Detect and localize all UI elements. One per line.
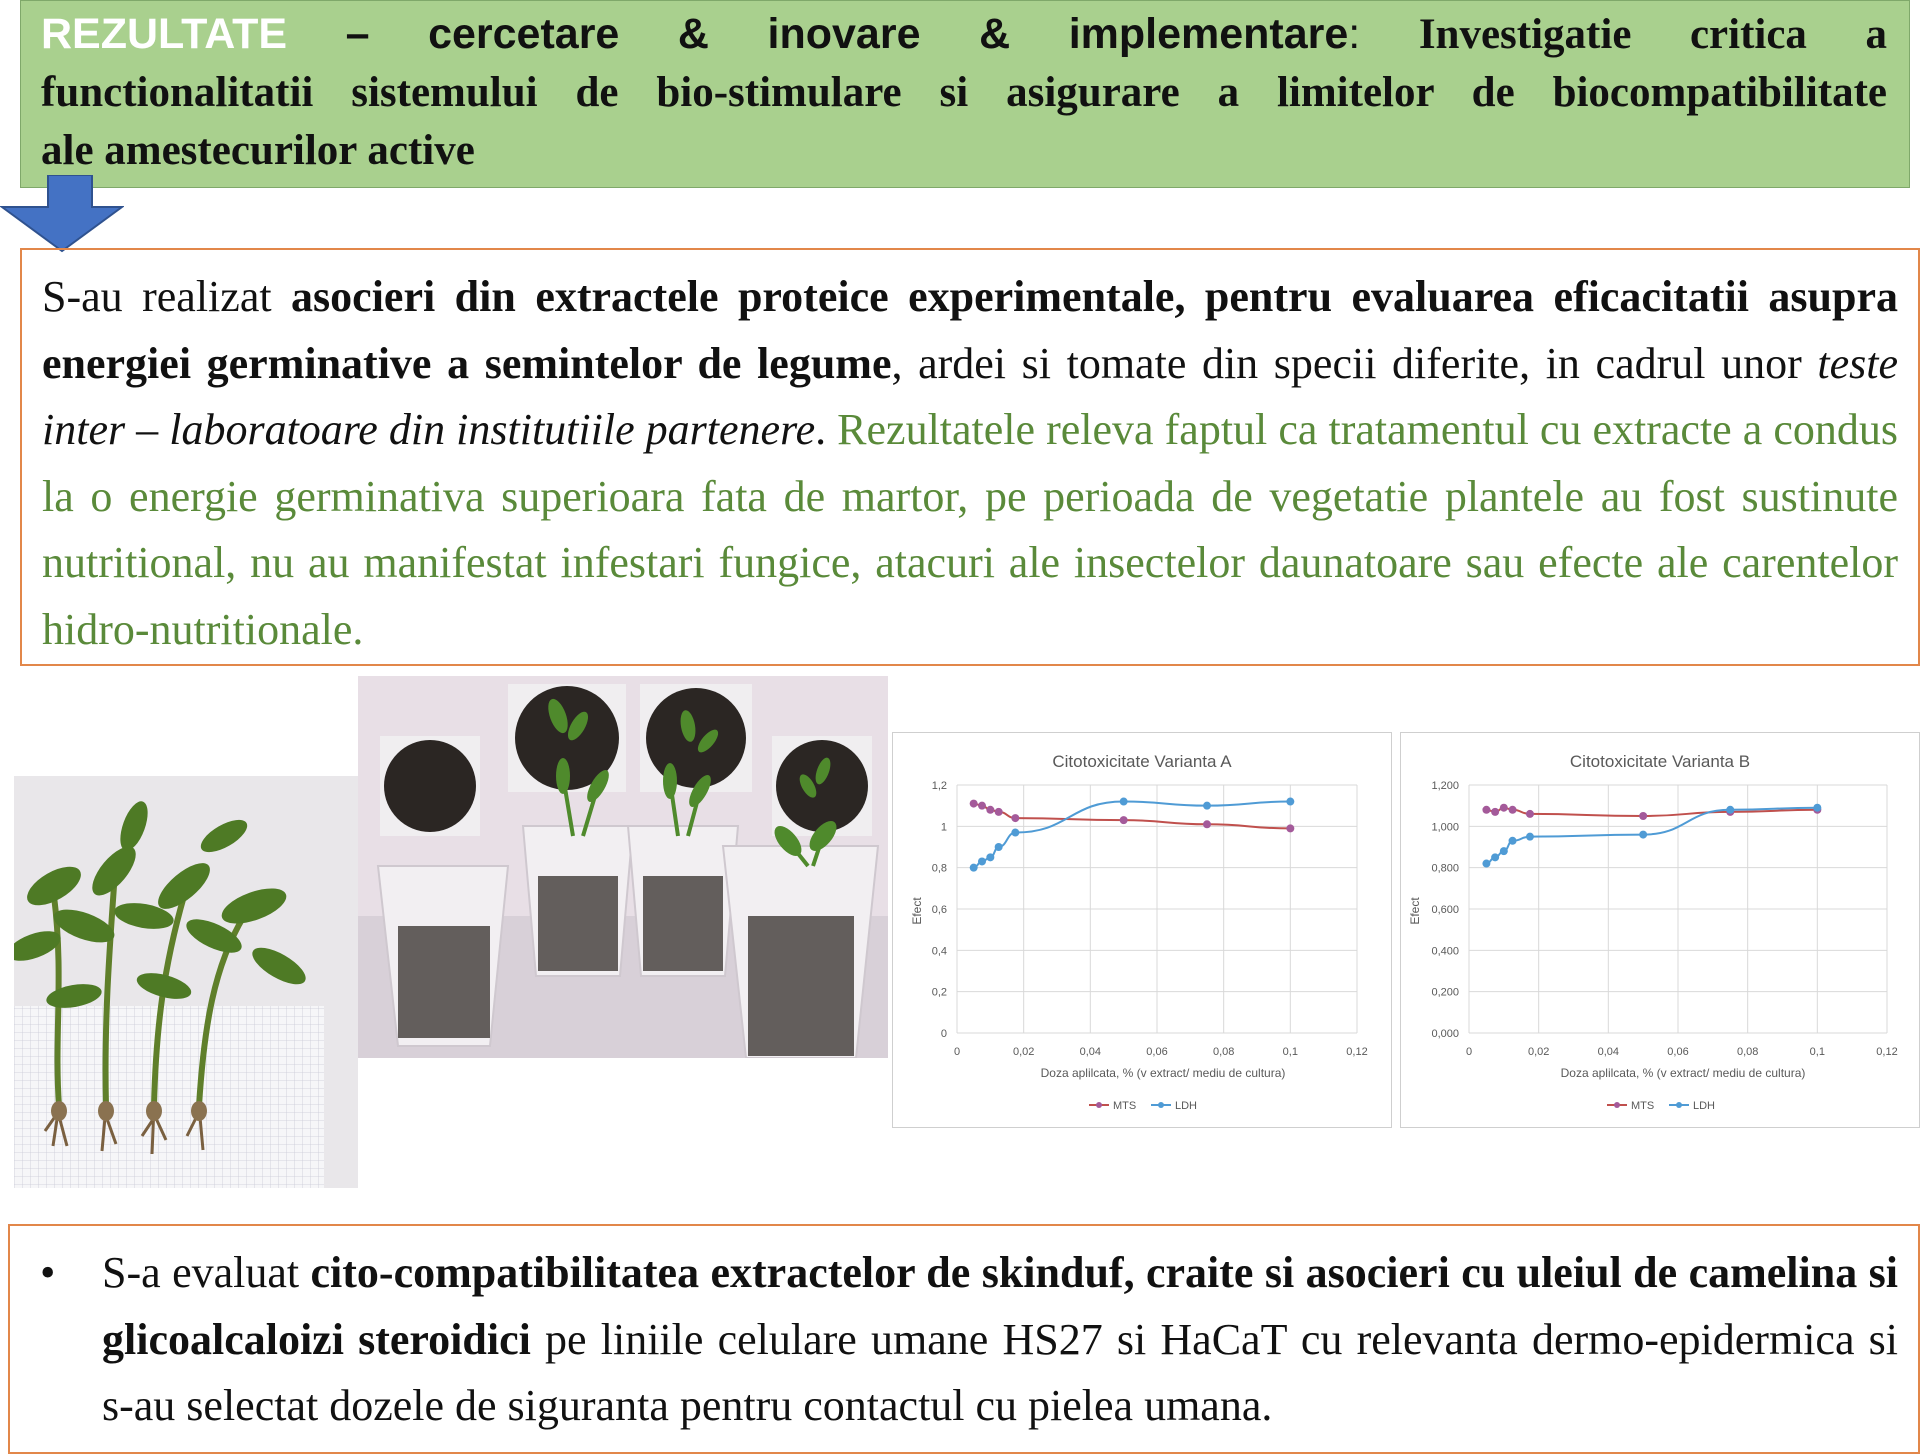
- chart-a-xtick: 0: [953, 1046, 961, 1058]
- chart-a-xtick: 0,06: [1146, 1046, 1168, 1058]
- chart-b-ytick: 1,200: [1431, 780, 1459, 792]
- chart-a-series-mts-point: [1203, 820, 1211, 828]
- chart-a-series-mts-point: [1120, 816, 1128, 824]
- chart-b-series-ldh-point: [1726, 806, 1734, 814]
- pots-photo: [358, 676, 888, 1058]
- chart-a-ytick: 0,2: [931, 986, 947, 999]
- chart-a-series-ldh-point: [986, 853, 994, 861]
- chart-b-xtick: 0: [1465, 1046, 1473, 1058]
- header-tag: REZULTATE: [41, 10, 288, 58]
- cyto-text-1: S-a evaluat: [102, 1248, 311, 1297]
- chart-b-ytick: 0,400: [1431, 945, 1459, 958]
- header-word-1: cercetare: [428, 10, 620, 58]
- chart-b-series-mts-point: [1639, 812, 1647, 820]
- results-bold-1: asocieri din extractele proteice experimentale, pentru evaluarea eficacitatii asupra energiei germinative a semintelor de legume: [42, 272, 1898, 388]
- chart-b-ytick: 0,000: [1431, 1028, 1459, 1040]
- chart-b-svg: [1401, 733, 1919, 1127]
- chart-b-series-mts-point: [1482, 806, 1490, 814]
- chart-a-ytick: 0: [940, 1028, 947, 1040]
- chart-b-xlabel: Doza aplilcata, % (v extract/ mediu de cultura): [1560, 1066, 1806, 1080]
- chart-a-ylabel: Efect: [910, 897, 924, 925]
- chart-b-plot: [1431, 780, 1897, 1058]
- cytocompatibility-text-box: [8, 1224, 1920, 1454]
- chart-a-plot: [932, 780, 1368, 1058]
- results-text-2: , ardei si tomate din specii diferite, in cadrul unor: [891, 338, 1818, 388]
- chart-b-xtick: 0,02: [1527, 1046, 1550, 1058]
- chart-b-ytick: 0,200: [1431, 986, 1459, 999]
- header-line-1: [41, 5, 1887, 64]
- header-line-3: ale amestecurilor active: [41, 127, 475, 174]
- chart-a-ytick: 0,4: [931, 945, 947, 958]
- chart-b-xtick: 0,12: [1876, 1046, 1898, 1058]
- chart-a-series-mts-line: [974, 804, 1291, 829]
- chart-a-series-mts-point: [986, 806, 994, 814]
- chart-a-ytick: 0,8: [931, 862, 947, 875]
- bullet-icon: •: [40, 1248, 56, 1297]
- cyto-bold-1: cito-compatibilitatea extractelor de skinduf, craite si asocieri cu uleiul de camelina si glicoalcaloizi steroidici: [102, 1248, 1898, 1364]
- chart-a-ytick: 1: [940, 821, 947, 834]
- chart-a-series-mts-point: [970, 800, 978, 808]
- chart-a-series-mts-point: [978, 802, 986, 810]
- chart-a-xtick: 0,08: [1212, 1046, 1235, 1058]
- chart-a-legend-ldh-marker: [1158, 1102, 1164, 1108]
- chart-b-series-ldh-point: [1526, 833, 1534, 841]
- chart-varianta-b: [1400, 732, 1920, 1128]
- chart-b-ytick: 0,800: [1431, 862, 1459, 875]
- header-word-2: inovare: [767, 10, 921, 58]
- chart-a-series-ldh-line: [974, 802, 1291, 868]
- results-italic-1: teste inter – laboratoare din institutiile partenere: [42, 338, 1898, 454]
- header-amp-1: &: [677, 10, 709, 58]
- chart-b-series-ldh-point: [1509, 837, 1517, 845]
- header-amp-2: &: [979, 10, 1011, 58]
- chart-b-series-ldh-point: [1813, 804, 1821, 812]
- results-green-text: Rezultatele releva faptul ca tratamentul cu extracte a condus la o energie germinativa superioara fata de martor, pe perioada de vegetatie plantele au fost sustinute nutritional, nu au manifestat infestari fungice, atacuri ale insectelor daunatoare sau efecte ale carentelor hidro-nutritionale.: [42, 405, 1899, 654]
- chart-a-series-ldh-point: [978, 857, 986, 865]
- chart-a-series-mts-point: [1286, 824, 1294, 832]
- chart-b-legend-ldh-marker: [1676, 1102, 1682, 1108]
- chart-a-xtick: 0,04: [1079, 1046, 1102, 1058]
- chart-b-series-mts-point: [1509, 806, 1517, 814]
- header-word-3: implementare: [1068, 10, 1349, 58]
- chart-a-series-ldh-point: [970, 864, 978, 872]
- chart-a-series-ldh-point: [995, 843, 1003, 851]
- header-dash: –: [345, 10, 370, 58]
- cyto-text-2: pe liniile celulare umane HS27 si HaCaT cu relevanta dermo-epidermica si s-au selectat dozele de siguranta pentru contactul cu pielea umana.: [102, 1314, 1899, 1430]
- chart-a-legend-ldh: LDH: [1175, 1100, 1198, 1112]
- results-paragraph: [42, 264, 1898, 663]
- header-line-2: functionalitatii sistemului de bio-stimulare si asigurare a limitelor de biocompatibilitate: [41, 69, 1887, 116]
- chart-a-legend-mts-marker: [1096, 1102, 1102, 1108]
- chart-a-xtick: 0,02: [1012, 1046, 1035, 1058]
- chart-b-xtick: 0,06: [1667, 1046, 1689, 1058]
- chart-a-ytick: 1,2: [931, 780, 947, 792]
- chart-b-series-ldh-point: [1500, 847, 1508, 855]
- chart-b-legend-mts: MTS: [1631, 1100, 1655, 1112]
- cytocompatibility-paragraph: [40, 1240, 1899, 1440]
- chart-b-legend-mts-marker: [1614, 1102, 1620, 1108]
- chart-b-series-mts-point: [1526, 810, 1534, 818]
- chart-a-legend-mts: MTS: [1113, 1100, 1137, 1112]
- chart-a-series-ldh-point: [1203, 802, 1211, 810]
- chart-b-series-ldh-point: [1491, 853, 1499, 861]
- header-banner: [20, 0, 1910, 188]
- chart-b-xtick: 0,1: [1809, 1046, 1825, 1058]
- chart-a-xtick: 0,1: [1282, 1046, 1298, 1058]
- chart-b-xtick: 0,04: [1597, 1046, 1620, 1058]
- chart-b-series-ldh-point: [1482, 860, 1490, 868]
- chart-a-series-mts-point: [995, 808, 1003, 816]
- results-text-3: .: [815, 405, 838, 454]
- chart-a-series-ldh-point: [1286, 798, 1294, 806]
- seedlings-photo: [14, 776, 358, 1188]
- header-title-part: Investigatie critica a: [1418, 11, 1887, 58]
- chart-b-title: Citotoxicitate Varianta B: [1569, 752, 1751, 771]
- chart-b-series-mts-point: [1500, 804, 1508, 812]
- chart-b-series-ldh-point: [1639, 831, 1647, 839]
- chart-a-xtick: 0,12: [1346, 1046, 1368, 1058]
- chart-b-ylabel: Efect: [1408, 897, 1422, 925]
- header-colon: :: [1348, 10, 1361, 58]
- results-text-1: S-au realizat: [42, 272, 292, 321]
- chart-b-series-mts-point: [1491, 808, 1499, 816]
- down-arrow-icon: [0, 175, 124, 253]
- chart-varianta-a: [892, 732, 1392, 1128]
- chart-a-ytick: 0,6: [931, 904, 947, 916]
- chart-b-xtick: 0,08: [1736, 1046, 1759, 1058]
- chart-a-title: Citotoxicitate Varianta A: [1052, 752, 1232, 771]
- chart-a-xlabel: Doza aplilcata, % (v extract/ mediu de cultura): [1040, 1066, 1286, 1080]
- chart-a-series-ldh-point: [1120, 798, 1128, 806]
- chart-a-series-ldh-point: [1011, 829, 1019, 837]
- chart-b-legend-ldh: LDH: [1693, 1100, 1716, 1112]
- chart-a-svg: [893, 733, 1391, 1127]
- chart-b-ytick: 0,600: [1431, 904, 1459, 916]
- chart-a-series-mts-point: [1011, 814, 1019, 822]
- results-text-box: [20, 248, 1920, 666]
- chart-b-ytick: 1,000: [1431, 821, 1459, 834]
